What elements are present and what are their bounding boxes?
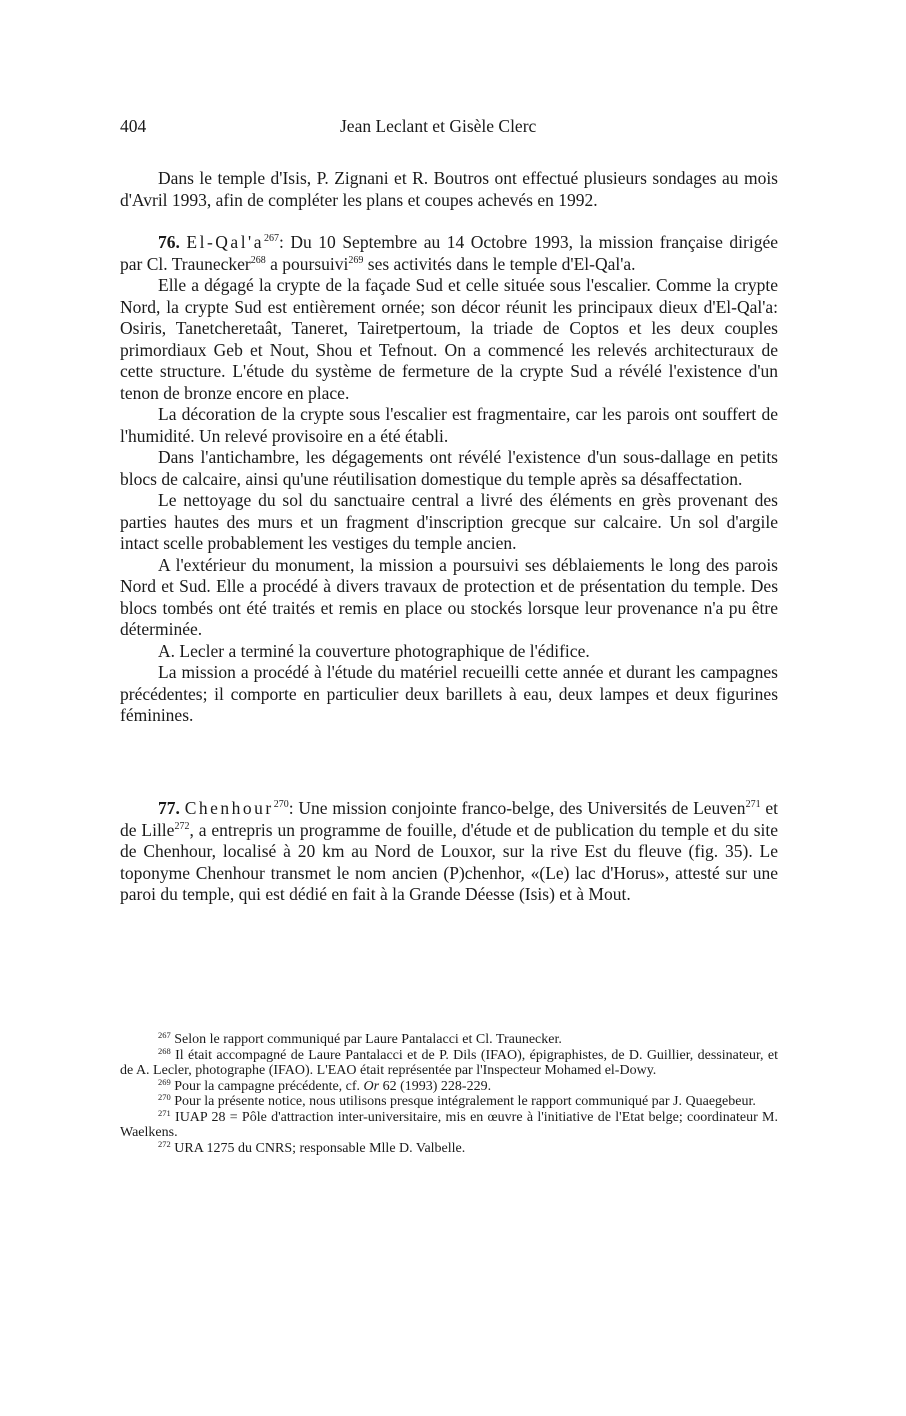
section-77-lead-text-c: , a entrepris un programme de fouille, d'étude et de publication du temple et du site de Chenhour, localisé à 20 km au Nord de Louxor, sur la rive Est du fleuve (fig. 35). Le toponyme Chenhour transmet le nom ancien (P)chenhor, «(Le) lac d'Horus», attesté sur une paroi du temple, qui est dédié en fait à la Grande Déesse (Isis) et à Mout.: [120, 819, 779, 904]
section-76-paragraph: A. Lecler a terminé la couverture photographique de l'édifice.: [158, 640, 590, 661]
footnote-268: [120, 1045, 778, 1079]
footnote-text: URA 1275 du CNRS; responsable Mlle D. Valbelle.: [170, 1140, 466, 1156]
section-76-paragraph: Dans l'antichambre, les dégagements ont révélé l'existence d'un sous-dallage en petits blocs de calcaire, ainsi qu'une réutilisation domestique du temple après sa désaffectation.: [120, 447, 778, 489]
section-77-lead-text-b: et de Lille: [120, 798, 778, 840]
footnote-271: [120, 1107, 778, 1141]
footnote-ref-272: 272: [174, 820, 190, 832]
page-number: 404: [120, 116, 147, 136]
section-76-lead-text: : Du 10 Septembre au 14 Octobre 1993, la mission française dirigée par Cl. Traunecker: [120, 232, 778, 274]
footnote-text: Selon le rapport communiqué par Laure Pantalacci et Cl. Traunecker.: [170, 1032, 562, 1047]
section-77-number: 77.: [158, 798, 180, 818]
footnote-ref-270: 270: [273, 799, 289, 810]
section-76-paragraph: Le nettoyage du sol du sanctuaire central a livré des éléments en grès provenant des parties hautes des murs et un fragment d'inscription grecque sur calcaire. Un sol d'argile intact scelle probablement les vestiges du temple ancien.: [120, 490, 778, 553]
section-77-title: Chenhour: [184, 798, 274, 818]
section-76-paragraph: La mission a procédé à l'étude du matériel recueilli cette année et durant les campagnes précédentes; il comporte en particulier deux barillets à eau, deux lampes et deux figurines féminines.: [120, 662, 778, 725]
footnote-269: [120, 1076, 778, 1095]
footnotes: [120, 1032, 778, 1156]
section-76-lead-text-b: a poursuivi: [265, 253, 349, 274]
footnote-number: 271: [158, 1107, 171, 1118]
footnote-number: 269: [158, 1076, 171, 1087]
footnote-267: [120, 1032, 778, 1048]
section-77-lead-text: : Une mission conjointe franco-belge, des Universités de Leuven: [288, 798, 746, 818]
footnote-text: Pour la campagne précédente, cf.: [170, 1078, 364, 1094]
footnote-ref-271: 271: [745, 799, 761, 810]
footnote-text: Pour la présente notice, nous utilisons presque intégralement le rapport communiqué par J. Quaegebeur.: [170, 1094, 756, 1109]
footnote-270: [120, 1094, 778, 1110]
intro-paragraph: Dans le temple d'Isis, P. Zignani et R. Boutros ont effectué plusieurs sondages au mois d'Avril 1993, afin de compléter les plans et coupes achevés en 1992.: [120, 168, 778, 210]
section-76-paragraph: La décoration de la crypte sous l'escalier est fragmentaire, car les parois ont souffert de l'humidité. Un relevé provisoire en a été établi.: [120, 404, 778, 446]
footnote-number: 268: [158, 1045, 171, 1056]
footnote-ref-268: 268: [250, 254, 266, 266]
footnote-text: Il était accompagné de Laure Pantalacci et de P. Dils (IFAO), épigraphistes, de D. Guillier, dessinateur, et de A. Lecler, photographe (IFAO). L'EAO était représentée par l'Inspecteur Mohamed el-Dowy.: [120, 1047, 778, 1078]
footnote-272: [120, 1138, 778, 1157]
footnote-number: 270: [158, 1092, 171, 1102]
section-76-lead-text-c: ses activités dans le temple d'El-Qal'a.: [363, 253, 636, 274]
section-76: [120, 232, 778, 727]
footnote-text: 62 (1993) 228-229.: [379, 1078, 492, 1094]
running-head: Jean Leclant et Gisèle Clerc: [340, 116, 537, 136]
footnote-number: 267: [158, 1030, 171, 1040]
section-76-title: El-Qal'a: [186, 232, 264, 252]
footnote-ref-269: 269: [348, 254, 364, 266]
footnote-text: IUAP 28 = Pôle d'attraction inter-universitaire, mis en œuvre à l'initiative de l'Etat belge; coordinateur M. Waelkens.: [120, 1109, 778, 1140]
section-77: [120, 798, 778, 906]
section-76-paragraph: Elle a dégagé la crypte de la façade Sud et celle située sous l'escalier. Comme la crypte Nord, la crypte Sud est entièrement ornée; son décor réunit les principaux dieux d'El-Qal'a: Osiris, Tanetcheretaât, Taneret, Tairetpertoum, la triade de Coptos et les deux couples primordiaux Geb et Nout, Shou et Tefnout. On a commencé les relevés architecturaux de cette structure. L'étude du système de fermeture de la crypte Sud a révélé l'existence d'un tenon de bronze encore en place.: [120, 275, 778, 403]
section-76-number: 76.: [158, 232, 180, 252]
intro-block: [120, 168, 778, 211]
section-76-lead: [120, 232, 778, 275]
journal-abbrev: Or: [363, 1078, 380, 1094]
footnote-ref-267: 267: [263, 233, 279, 244]
footnote-number: 272: [158, 1138, 171, 1149]
section-77-lead: [120, 798, 778, 906]
page-header: [0, 114, 906, 140]
section-76-paragraph: A l'extérieur du monument, la mission a poursuivi ses déblaiements le long des parois Nord et Sud. Elle a procédé à divers travaux de protection et de présentation du temple. Des blocs tombés ont été traités et remis en place ou stockés lorsque leur provenance n'a pu être déterminée.: [120, 554, 778, 639]
